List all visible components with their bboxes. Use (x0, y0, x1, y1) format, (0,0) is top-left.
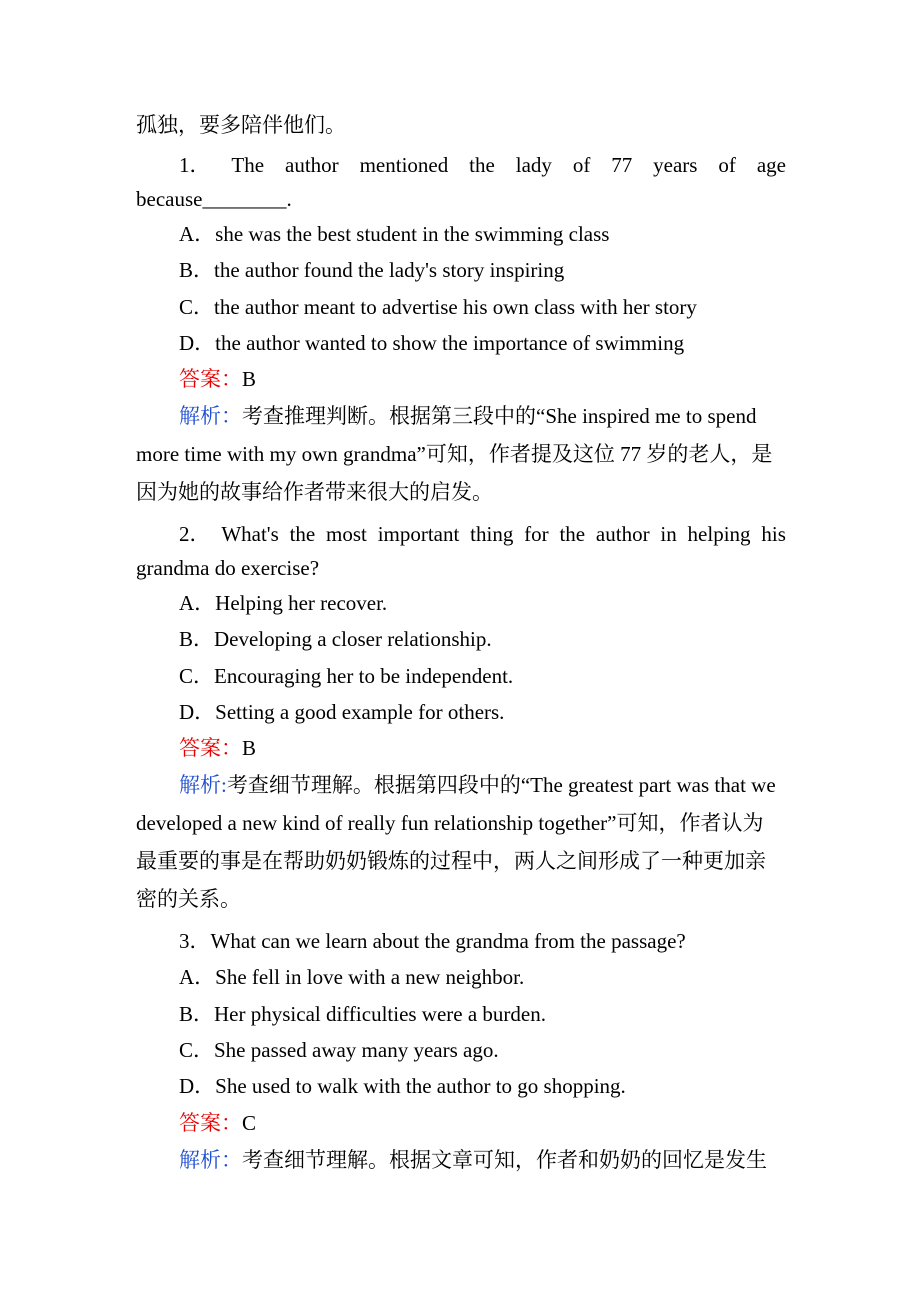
stem-word: mentioned (359, 153, 449, 177)
analysis-text: 考查细节理解。根据文章可知，作者和奶奶的回忆是发生 (242, 1148, 767, 1172)
stem-word: the (559, 522, 586, 546)
answer-label: 答案： (179, 1111, 242, 1135)
q1-analysis-line-1 (179, 406, 756, 427)
q1-option-b: B．the author found the lady's story inspiring (179, 258, 565, 282)
q1-answer (179, 369, 256, 390)
q2-option-a: A．Helping her recover. (179, 591, 388, 615)
stem-word: the (469, 153, 495, 177)
stem-word: of (572, 153, 591, 177)
q1-analysis-line-2: more time with my own grandma”可知，作者提及这位 77 岁的老人，是 (136, 442, 773, 466)
stem-word: author (595, 522, 650, 546)
answer-value: B (242, 367, 257, 391)
answer-value: B (242, 736, 257, 760)
stem-word: years (653, 153, 698, 177)
stem-word: of (718, 153, 736, 177)
question-2-stem (179, 524, 786, 545)
question-1-stem (179, 155, 786, 176)
q2-analysis-line-4: 密的关系。 (136, 887, 241, 911)
question-1-stem-cont: because________. (136, 187, 292, 211)
q3-option-b: B．Her physical difficulties were a burden. (179, 1002, 546, 1026)
analysis-label: 解析： (179, 1148, 242, 1172)
stem-word: in (660, 522, 677, 546)
stem-word: helping (687, 522, 751, 546)
q2-analysis-line-2: developed a new kind of really fun relationship together”可知，作者认为 (136, 811, 764, 835)
stem-word: most (326, 522, 367, 546)
stem-word: thing (470, 522, 514, 546)
stem-word: lady (515, 153, 552, 177)
q2-option-b: B．Developing a closer relationship. (179, 627, 492, 651)
q2-option-c: C．Encouraging her to be independent. (179, 664, 514, 688)
intro-text: 孤独，要多陪伴他们。 (136, 113, 346, 137)
stem-word: The (231, 153, 265, 177)
answer-value: C (242, 1111, 257, 1135)
analysis-text: 考查细节理解。根据第四段中的“The greatest part was that we (226, 773, 776, 797)
question-3-stem: 3．What can we learn about the grandma from the passage? (179, 929, 686, 953)
q2-answer (179, 738, 256, 759)
question-number: 2． (179, 522, 211, 546)
stem-word: What's (221, 522, 279, 546)
stem-word: 77 (611, 153, 633, 177)
stem-word: for (524, 522, 549, 546)
stem-word: his (761, 522, 786, 546)
stem-word: age (756, 153, 786, 177)
q1-option-d: D．the author wanted to show the importance of swimming (179, 331, 685, 355)
q3-option-d: D．She used to walk with the author to go shopping. (179, 1074, 626, 1098)
answer-label: 答案： (179, 367, 242, 391)
analysis-text: 考查推理判断。根据第三段中的“She inspired me to spend (242, 404, 757, 428)
analysis-label: 解析: (179, 773, 227, 797)
stem-word: the (289, 522, 316, 546)
analysis-label: 解析： (179, 404, 242, 428)
q3-option-c: C．She passed away many years ago. (179, 1038, 499, 1062)
q2-analysis-line-3: 最重要的事是在帮助奶奶锻炼的过程中，两人之间形成了一种更加亲 (136, 849, 766, 873)
q3-option-a: A．She fell in love with a new neighbor. (179, 965, 525, 989)
q3-analysis-line-1 (179, 1150, 767, 1171)
q1-option-c: C．the author meant to advertise his own class with her story (179, 295, 697, 319)
stem-word: author (285, 153, 339, 177)
stem-word: important (377, 522, 460, 546)
q1-analysis-line-3: 因为她的故事给作者带来很大的启发。 (136, 480, 493, 504)
question-2-stem-cont: grandma do exercise? (136, 556, 320, 580)
q3-answer (179, 1113, 256, 1134)
question-number: 1． (179, 153, 211, 177)
q2-option-d: D．Setting a good example for others. (179, 700, 505, 724)
q1-option-a: A．she was the best student in the swimming class (179, 222, 610, 246)
answer-label: 答案： (179, 736, 242, 760)
q2-analysis-line-1 (179, 775, 776, 796)
